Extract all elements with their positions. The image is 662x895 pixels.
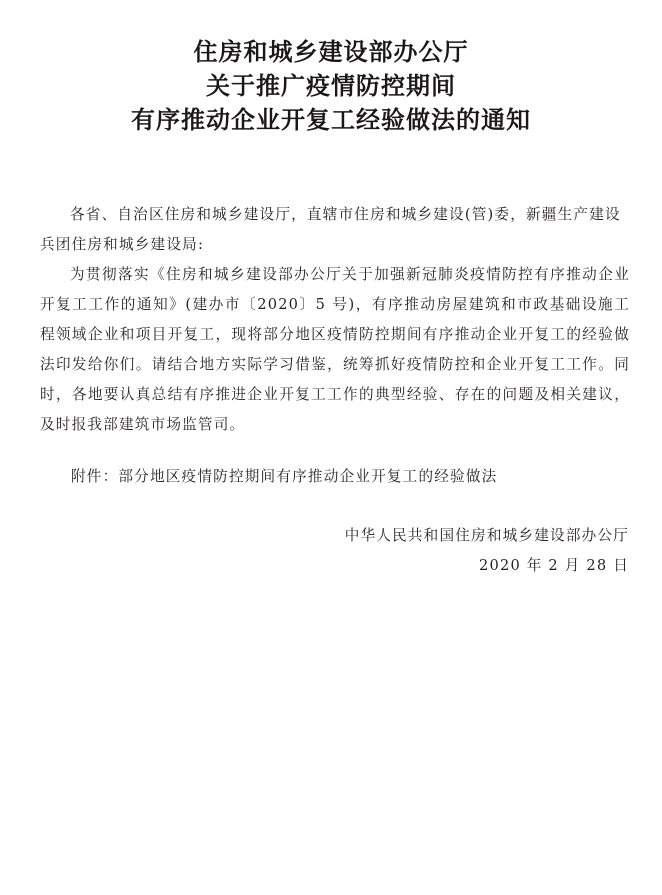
signature-block (345, 521, 629, 581)
title-line-3: 有序推动企业开复工经验做法的通知 (131, 106, 531, 134)
issuer-name: 中华人民共和国住房和城乡建设部办公厅 (344, 527, 629, 544)
attachment-line: 附件：部分地区疫情防控期间有序推动企业开复工的经验做法 (71, 468, 498, 485)
title-line-1: 住房和城乡建设部办公厅 (193, 38, 469, 66)
salutation-paragraph: 各省、自治区住房和城乡建设厅，直辖市住房和城乡建设(管)委，新疆生产建设兵团住房和城乡建设局: (40, 206, 621, 253)
document-title (0, 35, 662, 137)
main-paragraph: 为贯彻落实《住房和城乡建设部办公厅关于加强新冠肺炎疫情防控有序推动企业开复工工作的通知》(建办市〔2020〕5 号)，有序推动房屋建筑和市政基础设施工程领域企业和项目开复工，现将部分地区疫情防控期间有序推动企业开复工的经验做法印发给你们。请结合地方实际学习借鉴，统筹抓好疫情防控和企业开复工工作。同时，各地要认真总结有序推进企业开复工工作的典型经验、存在的问题及相关建议，及时报我部建筑市场监管司。 (40, 266, 630, 433)
issue-date: 2020 年 2 月 28 日 (479, 557, 629, 574)
title-line-2: 关于推广疫情防控期间 (206, 72, 456, 100)
